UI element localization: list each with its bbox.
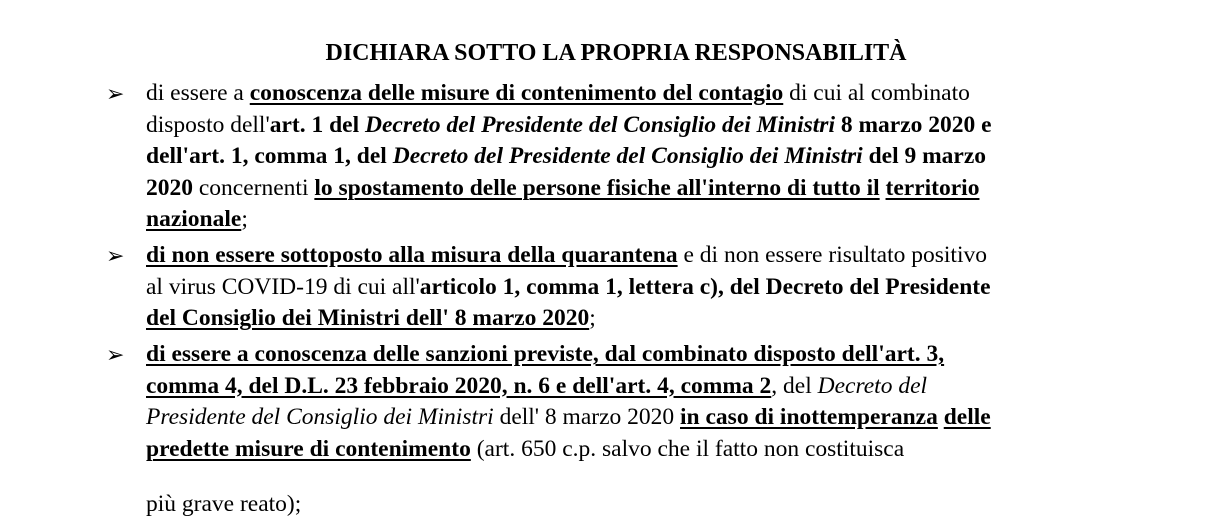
text-run: di non essere sottoposto alla misura della quarantena xyxy=(146,242,678,268)
text-line xyxy=(146,303,1146,335)
text-run: ; xyxy=(589,305,596,331)
text-run: Decreto del Presidente del Consiglio dei Ministri xyxy=(392,143,863,169)
declaration-heading: DICHIARA SOTTO LA PROPRIA RESPONSABILITÀ xyxy=(325,40,907,66)
arrow-bullet-icon: ➢ xyxy=(106,243,125,268)
arrow-bullet-icon: ➢ xyxy=(106,81,125,106)
arrow-bullet-icon: ➢ xyxy=(106,342,125,367)
text-line xyxy=(146,78,1146,110)
text-run: , del xyxy=(771,372,818,399)
text-run: in caso di inottemperanza xyxy=(680,404,938,430)
text-run: e di non essere risultato positivo xyxy=(677,242,987,268)
text-run: Decreto del xyxy=(817,372,928,399)
text-line xyxy=(146,173,1146,205)
text-run: 8 marzo 2020 e xyxy=(834,111,992,138)
text-line xyxy=(146,240,1146,272)
list-item-text xyxy=(146,78,1146,236)
text-run: articolo 1, comma 1, lettera c), del Decreto del Presidente xyxy=(419,273,991,300)
text-run: disposto dell' xyxy=(146,111,270,138)
continuation-text: più grave reato); xyxy=(146,491,302,517)
text-run: dell' 8 marzo 2020 xyxy=(493,404,681,430)
text-run: lo spostamento delle persone fisiche all'interno di tutto il xyxy=(314,174,880,201)
text-run: conoscenza delle misure di contenimento del contagio xyxy=(249,80,784,106)
text-run: Presidente del Consiglio dei Ministri xyxy=(146,404,494,430)
text-run: concernenti xyxy=(193,174,315,201)
text-run: (art. 650 c.p. salvo che il fatto non costituisca xyxy=(470,435,905,462)
text-line xyxy=(146,371,1146,403)
text-run: comma 4, del D.L. 23 febbraio 2020, n. 6 e dell'art. 4, comma 2 xyxy=(146,372,772,399)
text-run: del Consiglio dei Ministri dell' 8 marzo 2020 xyxy=(146,305,590,331)
text-line xyxy=(146,272,1146,304)
text-run: al virus COVID-19 di cui all' xyxy=(146,273,420,300)
text-line xyxy=(146,402,1146,434)
text-line xyxy=(146,141,1146,173)
text-run: di cui al combinato xyxy=(783,80,970,106)
list-item-text xyxy=(146,339,1146,465)
list-item-text xyxy=(146,240,1146,335)
text-run: predette misure di contenimento xyxy=(146,435,471,462)
text-run: di essere a conoscenza delle sanzioni previste, dal combinato disposto dell'art. 3, xyxy=(146,341,945,367)
text-run: 2020 xyxy=(146,174,193,201)
text-run: delle xyxy=(943,404,991,430)
text-run: Decreto del Presidente del Consiglio dei Ministri xyxy=(365,111,835,138)
text-line xyxy=(146,339,1146,371)
text-line xyxy=(146,204,1146,236)
text-run: territorio xyxy=(885,174,980,201)
text-run: dell'art. 1, comma 1, del xyxy=(146,143,393,169)
text-run: del 9 marzo xyxy=(862,143,987,169)
text-run: ; xyxy=(241,206,248,232)
text-run: nazionale xyxy=(146,206,242,232)
text-line xyxy=(146,434,1146,466)
text-line xyxy=(146,110,1146,142)
text-run: di essere a xyxy=(146,80,250,106)
text-run: art. 1 del xyxy=(269,111,365,138)
